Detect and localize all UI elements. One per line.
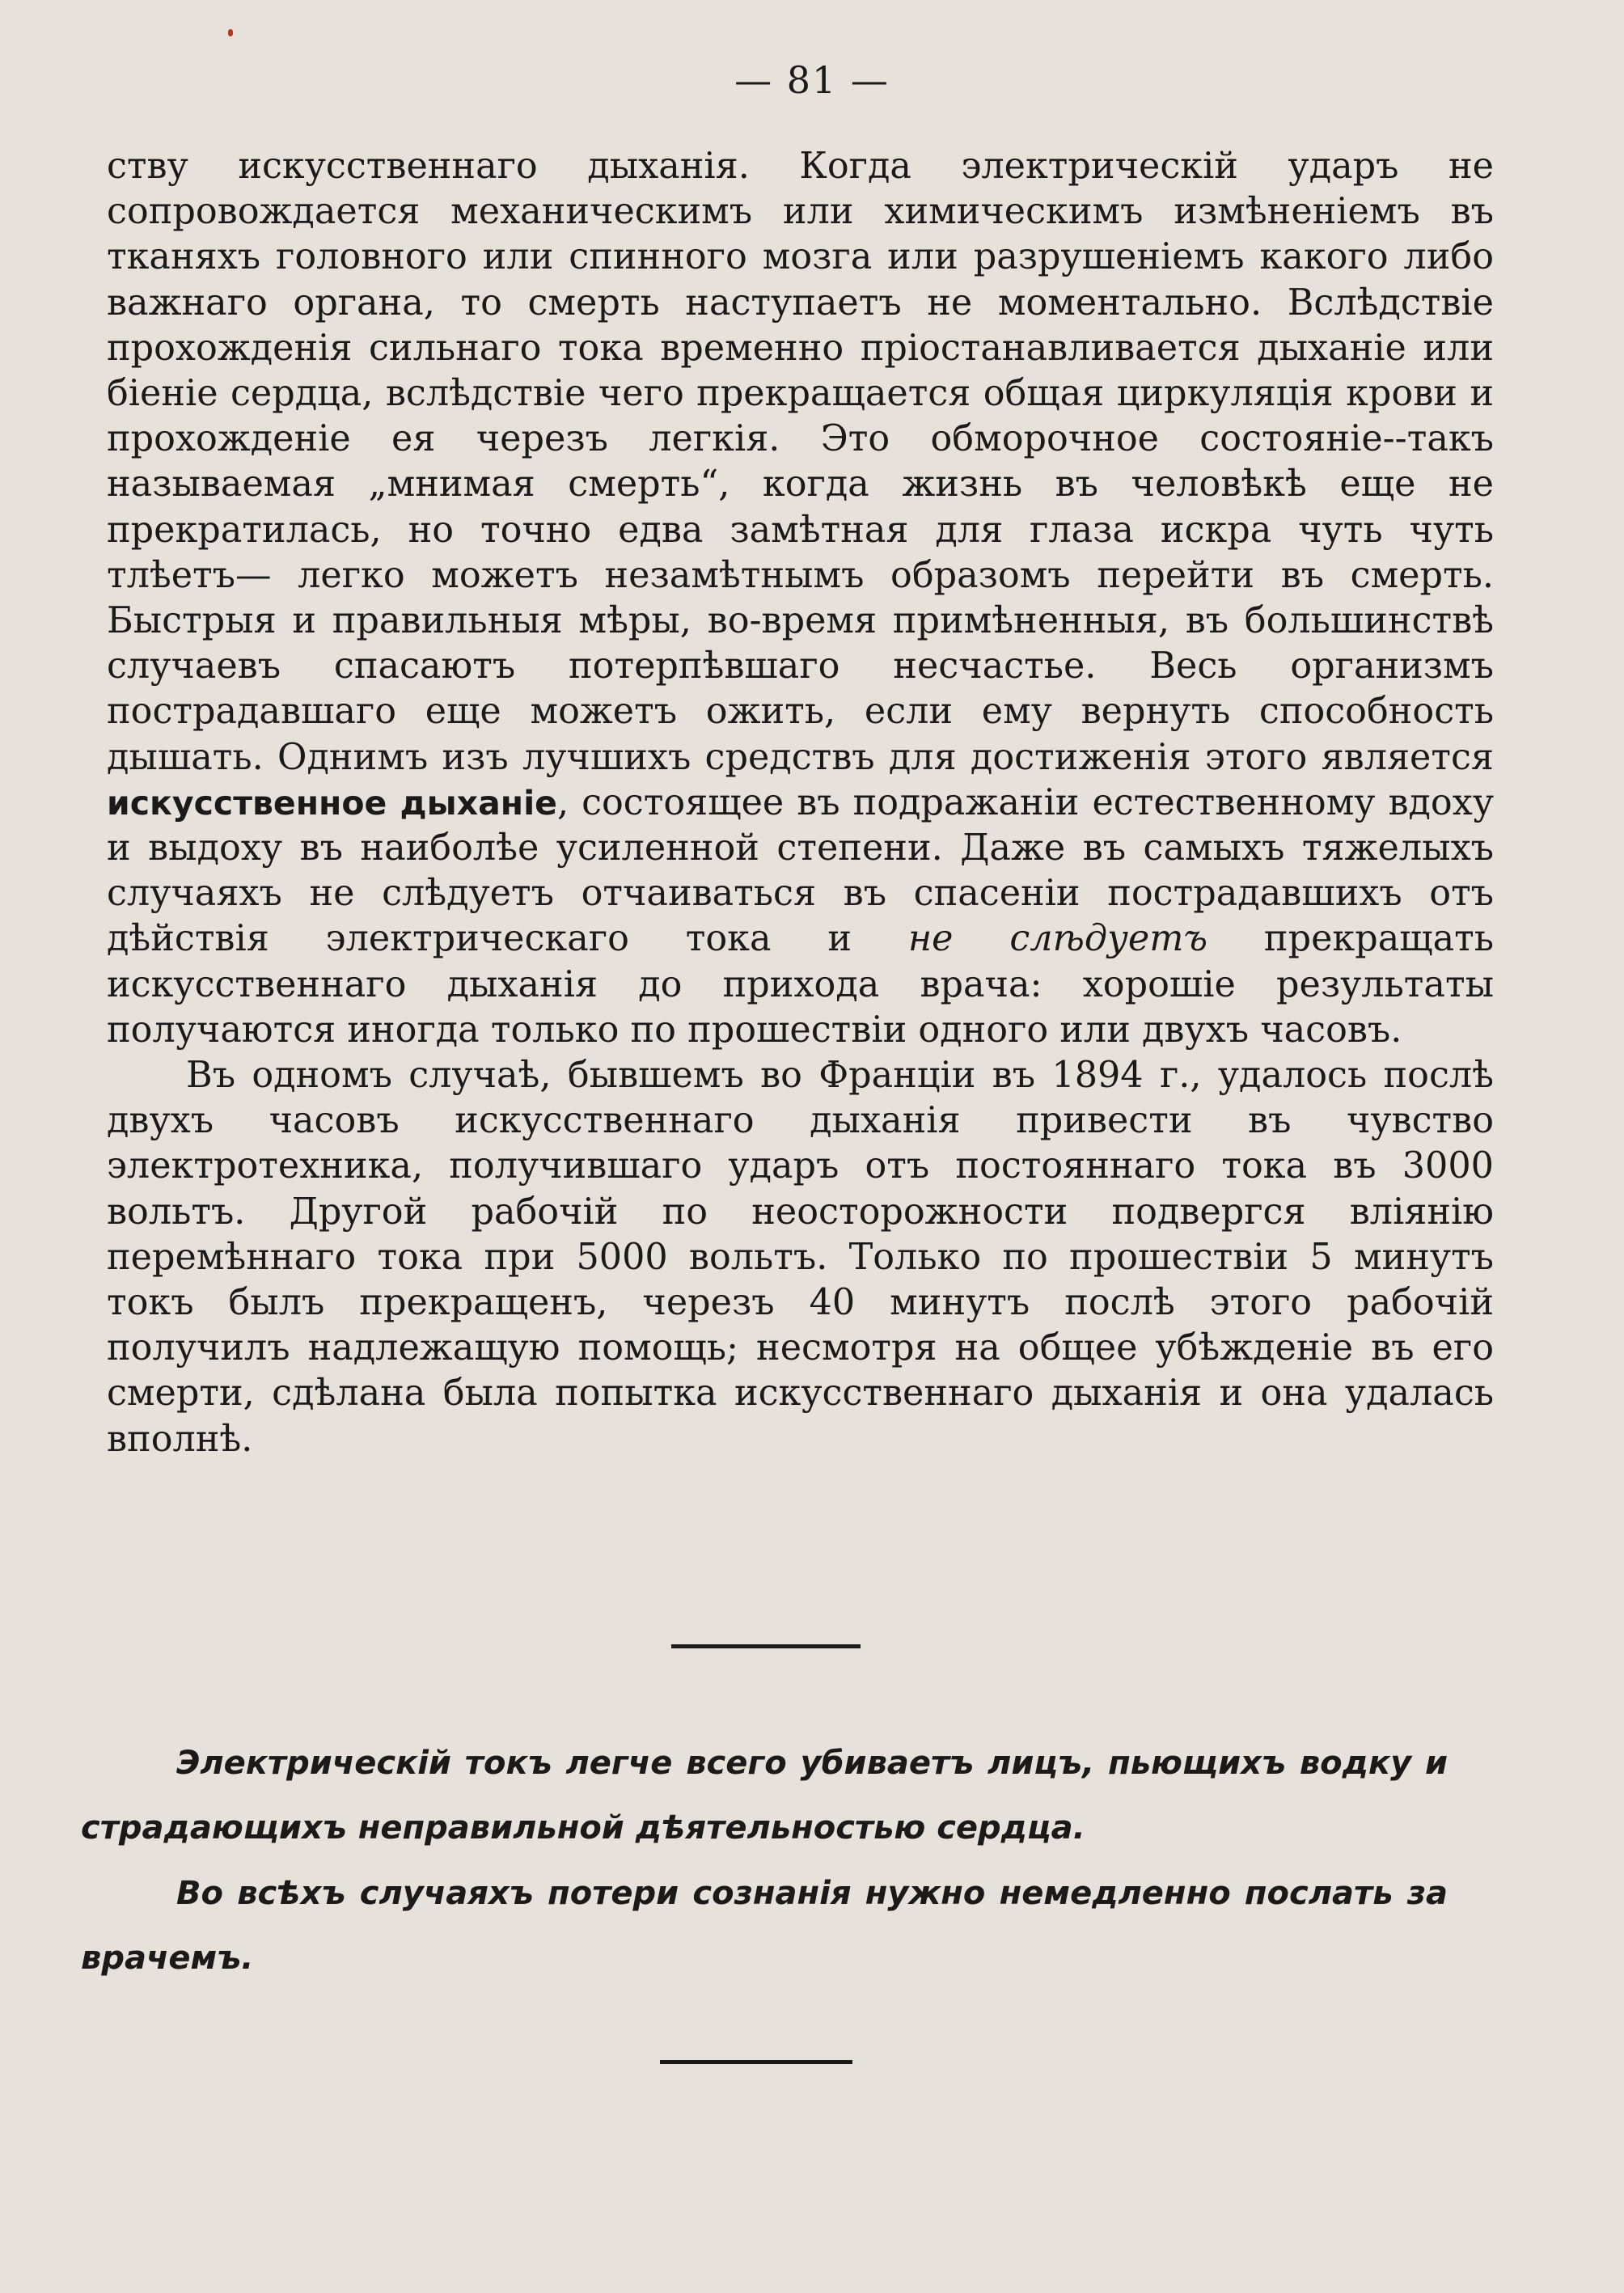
divider-rule-top	[671, 1644, 861, 1648]
ink-speck	[228, 29, 233, 36]
body-text	[107, 144, 1494, 1462]
notes-block	[81, 1731, 1448, 1991]
paragraph-1	[107, 144, 1494, 1053]
paragraph-2: Въ одномъ случаѣ, бывшемъ во Франціи въ 1894 г., удалось послѣ двухъ часовъ искусственнаго дыханія привести въ чувство электротехника, получившаго ударъ отъ постояннаго тока въ 3000 вольтъ. Другой рабочій по неосторожности подвергся вліянію перемѣннаго тока при 5000 вольтъ. Только по прошествіи 5 минутъ токъ былъ прекращенъ, черезъ 40 минутъ послѣ этого рабочій получилъ надлежащую помощь; несмотря на общее убѣжденіе въ его смерти, сдѣлана была попытка искусственнаго дыханія и она удалась вполнѣ.	[107, 1055, 1494, 1460]
paragraph-1-text-c: прекращать искусственнаго дыханія до прихода врача: хорошіе результаты получаются иногда только по прошествіи одного или двухъ часовъ.	[107, 918, 1494, 1051]
paragraph-1-text-a: ству искусственнаго дыханія. Когда электрическій ударъ не сопровождается механическимъ или химическимъ измѣненіемъ въ тканяхъ головного или спинного мозга или разрушеніемъ какого либо важнаго органа, то смерть наступаетъ не моментально. Вслѣдствіе прохожденія сильнаго тока временно пріостанавливается дыханіе или біеніе сердца, вслѣдствіе чего прекращается общая циркуляція крови и прохожденіе ея черезъ легкія. Это обморочное состояніе--такъ называемая „мнимая смерть“, когда жизнь въ человѣкѣ еще не прекратилась, но точно едва замѣтная для глаза искра чуть чуть тлѣетъ— легко можетъ незамѣтнымъ образомъ перейти въ смерть. Быстрыя и правильныя мѣры, во-время примѣненныя, въ большинствѣ случаевъ спасаютъ потерпѣвшаго несчастье. Весь организмъ пострадавшаго еще можетъ ожить, если ему вернуть способность дышать. Однимъ изъ лучшихъ средствъ для достиженія этого является	[107, 146, 1494, 778]
divider-rule-bottom	[660, 2060, 852, 2064]
paragraph-1-text-b: , состоящее въ подражаніи естественному вдоху и выдоху въ наиболѣе усиленной степени. Даже въ самыхъ тяжелыхъ случаяхъ не слѣдуетъ отчаиваться въ спасеніи пострадавшихъ отъ дѣйствія электрическаго тока и	[107, 781, 1494, 960]
note-1: Электрическій токъ легче всего убиваетъ лицъ, пьющихъ водку и страдающихъ неправильной дѣятельностью сердца.	[81, 1745, 1448, 1847]
page-number: — 81 —	[734, 58, 890, 102]
paragraph-1-italic-phrase: не слѣдуетъ	[907, 918, 1208, 960]
note-2: Во всѣхъ случаяхъ потери сознанія нужно немедленно послать за врачемъ.	[81, 1875, 1448, 1977]
paragraph-1-bold-term: искусственное дыханіе	[107, 783, 557, 823]
